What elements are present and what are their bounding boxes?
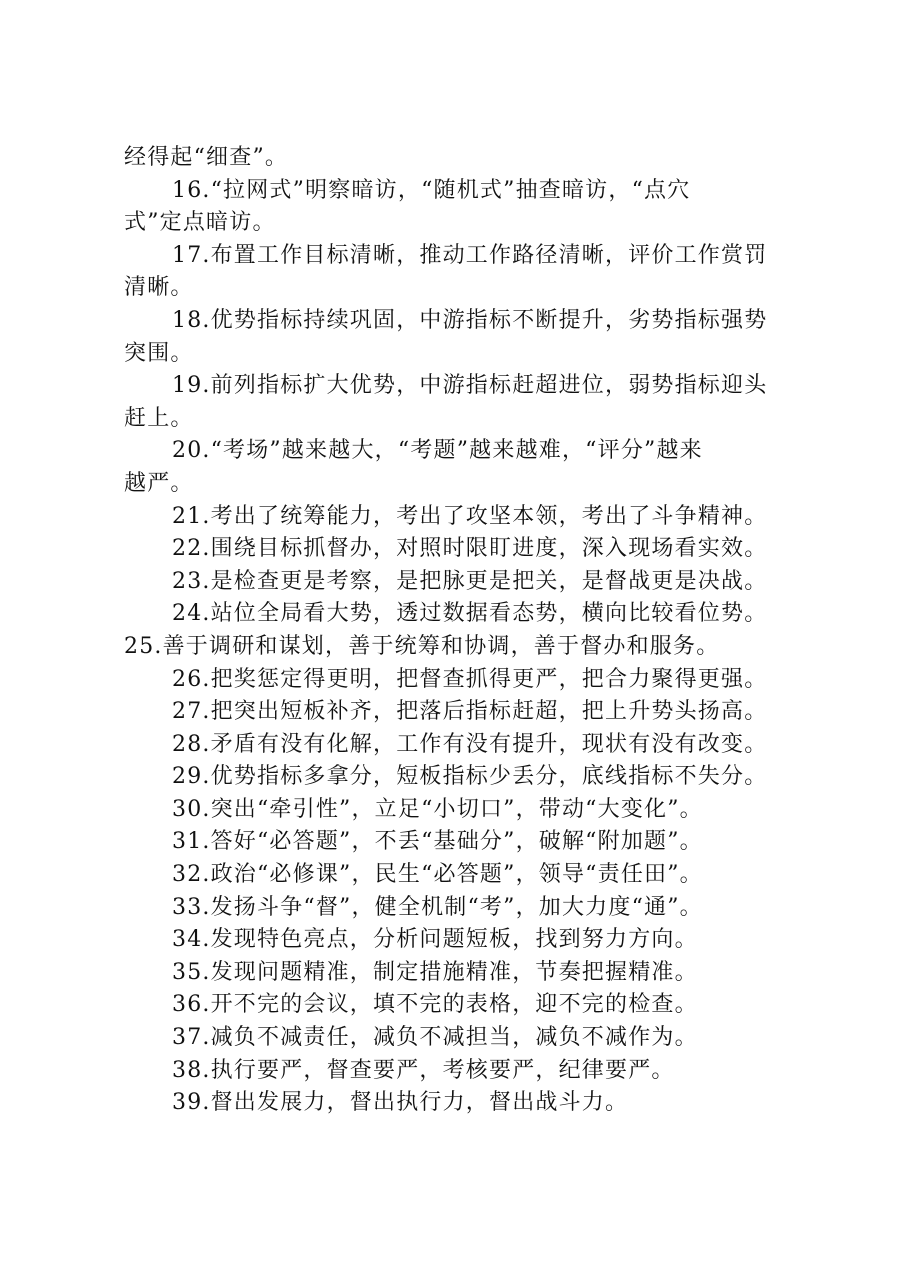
document-line: 19.前列指标扩大优势，中游指标赶超进位，弱势指标迎头 [172, 373, 768, 399]
document-line: 30.突出“牵引性”，立足“小切口”，带动“大变化”。 [172, 796, 703, 822]
document-line: 16.“拉网式”明察暗访，“随机式”抽查暗访，“点穴 [172, 177, 691, 203]
document-line: 35.发现问题精准，制定措施精准，节奏把握精准。 [172, 959, 698, 985]
document-line: 39.督出发展力，督出执行力，督出战斗力。 [172, 1090, 629, 1116]
document-line: 21.考出了统筹能力，考出了攻坚本领，考出了斗争精神。 [172, 503, 768, 529]
document-line: 27.把突出短板补齐，把落后指标赶超，把上升势头扬高。 [172, 699, 768, 725]
document-line: 突围。 [124, 340, 194, 366]
document-line: 17.布置工作目标清晰，推动工作路径清晰，评价工作赏罚 [172, 242, 768, 268]
document-line: 式”定点暗访。 [124, 210, 276, 236]
document-line: 23.是检查更是考察，是把脉更是把关，是督战更是决战。 [172, 568, 768, 594]
document-line: 37.减负不减责任，减负不减担当，减负不减作为。 [172, 1025, 698, 1051]
document-line: 36.开不完的会议，填不完的表格，迎不完的检查。 [172, 992, 698, 1018]
document-line: 28.矛盾有没有化解，工作有没有提升，现状有没有改变。 [172, 731, 768, 757]
document-line: 经得起“细查”。 [124, 145, 289, 170]
document-line: 24.站位全局看大势，透过数据看态势，横向比较看位势。 [172, 601, 768, 627]
document-line: 18.优势指标持续巩固，中游指标不断提升，劣势指标强势 [172, 307, 768, 333]
document-line: 清晰。 [124, 275, 194, 301]
document-line: 32.政治“必修课”，民生“必答题”，领导“责任田”。 [172, 862, 703, 888]
document-line: 31.答好“必答题”，不丢“基础分”，破解“附加题”。 [172, 829, 703, 855]
document-line: 38.执行要严，督查要严，考核要严，纪律要严。 [172, 1057, 675, 1083]
document-line: 越严。 [124, 470, 194, 496]
document-line: 29.优势指标多拿分，短板指标少丢分，底线指标不失分。 [172, 764, 768, 790]
document-line: 34.发现特色亮点，分析问题短板，找到努力方向。 [172, 927, 698, 953]
document-line: 20.“考场”越来越大，“考题”越来越难，“评分”越来 [172, 438, 703, 464]
document-line: 赶上。 [124, 405, 194, 431]
document-line: 33.发扬斗争“督”，健全机制“考”，加大力度“通”。 [172, 894, 703, 920]
document-line: 22.围绕目标抓督办，对照时限盯进度，深入现场看实效。 [172, 536, 768, 562]
document-line: 26.把奖惩定得更明，把督查抓得更严，把合力聚得更强。 [172, 666, 768, 692]
document-body [124, 142, 804, 1120]
document-line: 25.善于调研和谋划，善于统筹和协调，善于督办和服务。 [124, 633, 720, 659]
